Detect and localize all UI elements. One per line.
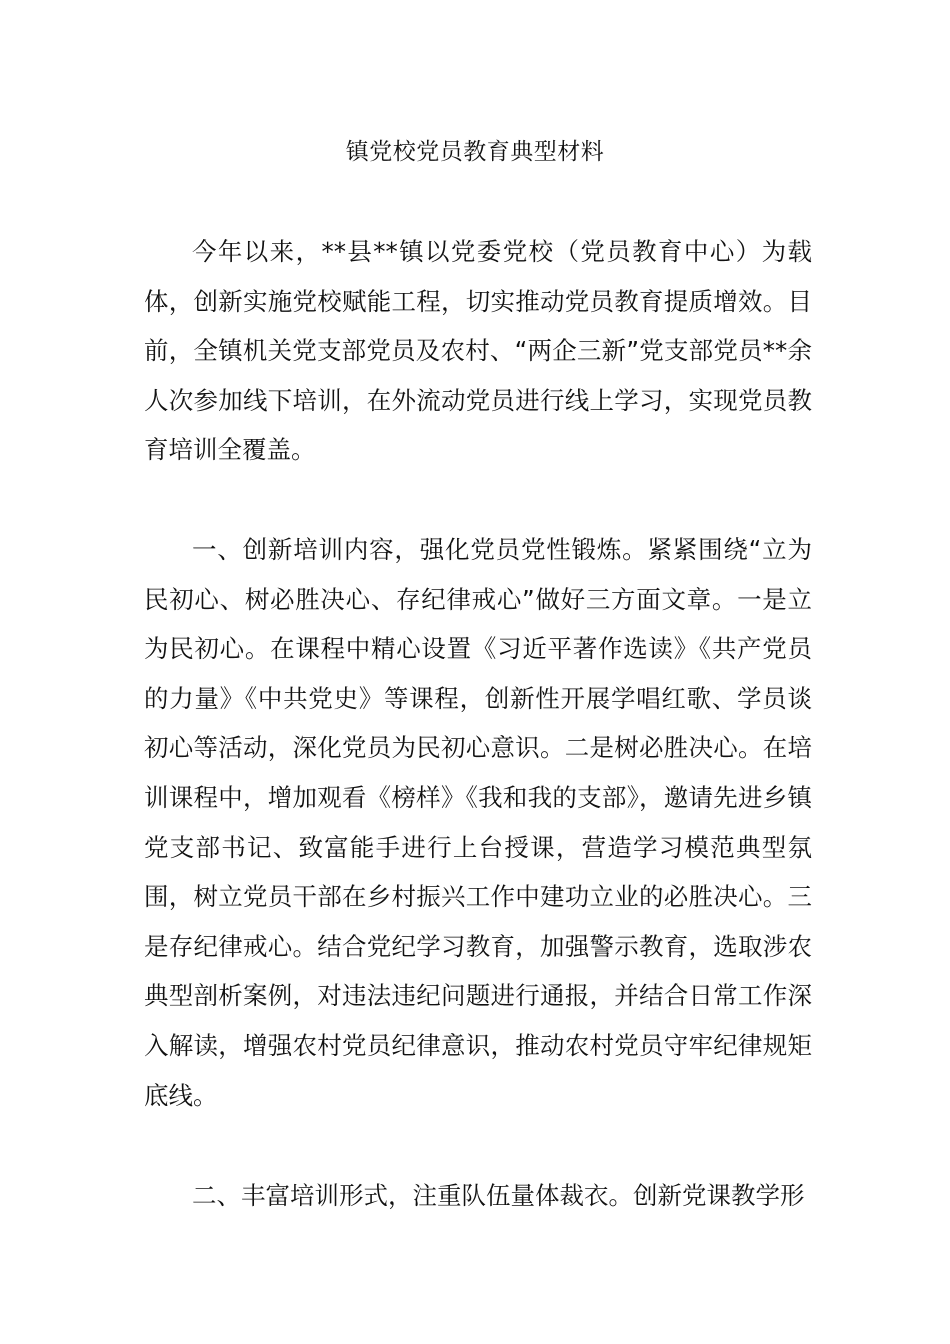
paragraph-section-one: 一、创新培训内容，强化党员党性锻炼。紧紧围绕“立为民初心、树必胜决心、存纪律戒心”做好三方面文章。一是立为民初心。在课程中精心设置《习近平著作选读》《共产党员的力量》《中共党史》等课程，创新性开展学唱红歌、学员谈初心等活动，深化党员为民初心意识。二是树必胜决心。在培训课程中，增加观看《榜样》《我和我的支部》，邀请先进乡镇党支部书记、致富能手进行上台授课，营造学习模范典型氛围，树立党员干部在乡村振兴工作中建功立业的必胜决心。三是存纪律戒心。结合党纪学习教育，加强警示教育，选取涉农典型剖析案例，对违法违纪问题进行通报，并结合日常工作深入解读，增强农村党员纪律意识，推动农村党员守牢纪律规矩底线。	[144, 535, 812, 1110]
paragraph-intro: 今年以来，**县**镇以党委党校（党员教育中心）为载体，创新实施党校赋能工程，切实推动党员教育提质增效。目前，全镇机关党支部党员及农村、“两企三新”党支部党员**余人次参加线下培训，在外流动党员进行线上学习，实现党员教育培训全覆盖。	[144, 237, 812, 465]
document-title: 镇党校党员教育典型材料	[345, 139, 605, 165]
paragraph-section-two: 二、丰富培训形式，注重队伍量体裁衣。创新党课教学形	[192, 1181, 805, 1210]
